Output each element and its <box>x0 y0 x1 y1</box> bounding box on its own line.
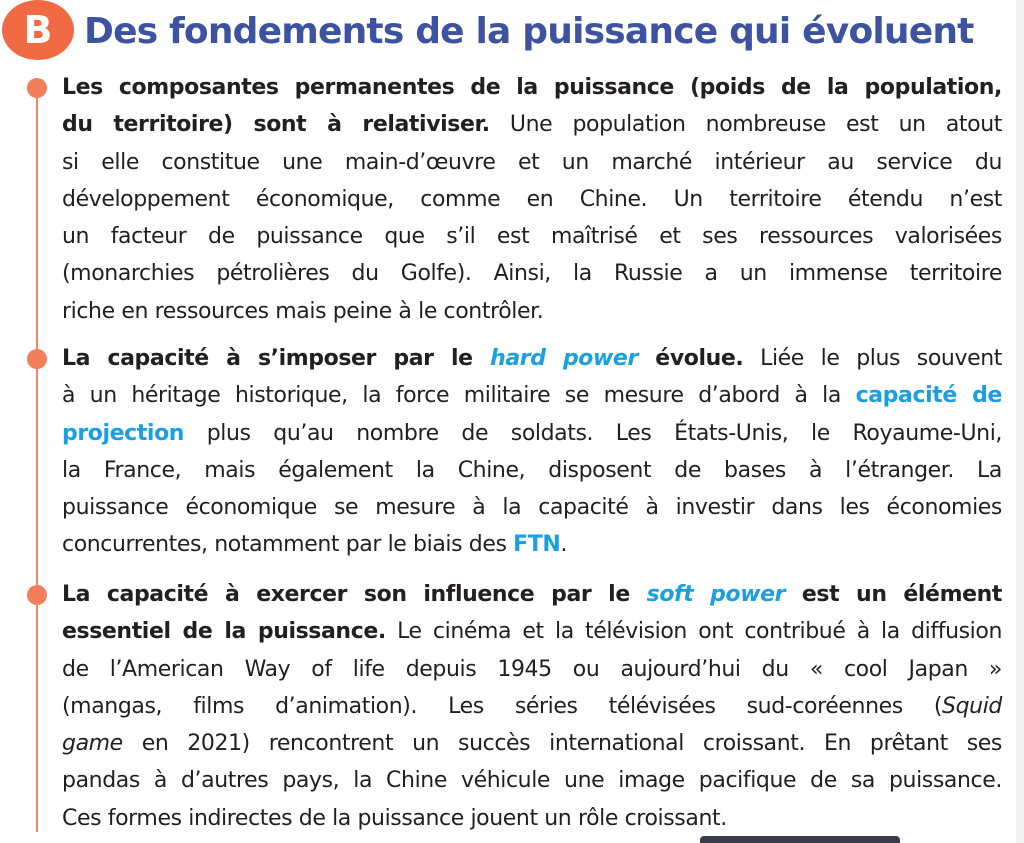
paragraph-line <box>62 181 1002 218</box>
paragraph-line <box>62 800 1002 837</box>
paragraph-line <box>62 293 1002 330</box>
text-run: en 2021) rencontrent un succès international croissant. En prêtant ses <box>122 731 1002 757</box>
paragraph-line <box>62 69 1002 106</box>
text-run: Liée le plus souvent <box>743 346 1002 371</box>
text-run: de l’American Way of life depuis 1945 ou aujourd’hui du « cool Japan » <box>62 656 1002 682</box>
bullet-dot-2 <box>27 349 47 369</box>
keyword-highlight: FTN <box>513 532 561 558</box>
paragraph-line <box>62 489 1002 526</box>
bullet-dot-1 <box>27 78 47 98</box>
text-run: concurrentes, notamment par le biais des <box>62 532 514 558</box>
paragraph-line <box>62 377 1002 414</box>
paragraph-soft-power <box>62 576 1002 837</box>
paragraph-line <box>62 725 1002 762</box>
keyword-highlight: soft power <box>646 582 786 607</box>
paragraph-composantes <box>62 69 1002 330</box>
text-run: Ces formes indirectes de la puissance jouent un rôle croissant. <box>62 805 727 831</box>
paragraph-line <box>62 762 1002 799</box>
text-run: La capacité à s’imposer par le <box>62 346 491 371</box>
paragraph-hard-power <box>62 340 1002 564</box>
paragraph-line <box>62 340 1002 377</box>
text-run: La capacité à exercer son influence par le <box>62 582 647 607</box>
paragraph-line <box>62 218 1002 255</box>
keyword-highlight: hard power <box>490 346 638 371</box>
text-run: Le cinéma et la télévision ont contribué à la diffusion <box>385 619 1002 645</box>
text-run: Les composantes permanentes de la puissance (poids de la population, <box>62 75 1002 100</box>
text-run: riche en ressources mais peine à le contrôler. <box>62 298 544 324</box>
text-run: pandas à d’autres pays, la Chine véhicule une image pacifique de sa puissance. <box>62 768 1002 794</box>
page-edge <box>1016 0 1024 843</box>
text-run: développement économique, comme en Chine. Un territoire étendu n’est <box>62 186 1002 212</box>
keyword-highlight: capacité de <box>855 383 1002 409</box>
paragraph-line <box>62 688 1002 725</box>
text-run: à un héritage historique, la force militaire se mesure d’abord à la <box>62 383 856 409</box>
text-run: game <box>62 731 123 757</box>
section-letter-badge <box>2 0 74 60</box>
bullet-dot-3 <box>27 585 47 605</box>
section-header <box>0 0 1024 64</box>
text-run: évolue. <box>637 346 744 371</box>
paragraph-line <box>62 526 1002 563</box>
paragraph-line <box>62 613 1002 650</box>
text-run: plus qu’au nombre de soldats. Les États-Unis, le Royaume-Uni, <box>184 420 1002 446</box>
paragraph-line <box>62 255 1002 292</box>
section-title: Des fondements de la puissance qui évoluent <box>84 11 974 52</box>
text-run: un facteur de puissance que s’il est maîtrisé et ses ressources valorisées <box>62 224 1002 250</box>
text-run: essentiel de la puissance. <box>62 619 386 645</box>
text-run: (mangas, films d’animation). Les séries télévisées sud-coréennes ( <box>62 693 943 719</box>
text-run: si elle constitue une main-d’œuvre et un marché intérieur au service du <box>62 149 1002 175</box>
paragraph-line <box>62 452 1002 489</box>
paragraph-line <box>62 576 1002 613</box>
next-page-edge <box>700 836 900 843</box>
text-run: puissance économique se mesure à la capacité à investir dans les économies <box>62 495 1002 521</box>
paragraph-line <box>62 144 1002 181</box>
text-run: . <box>560 532 567 558</box>
paragraph-line <box>62 651 1002 688</box>
timeline-line <box>36 80 38 832</box>
text-run: Une population nombreuse est un atout <box>489 112 1002 138</box>
text-run: Squid <box>942 693 1002 719</box>
text-run: est un élément <box>785 582 1002 607</box>
paragraph-line <box>62 106 1002 143</box>
text-run: la France, mais également la Chine, disposent de bases à l’étranger. La <box>62 457 1002 483</box>
paragraph-line <box>62 415 1002 452</box>
section-letter: B <box>23 8 53 52</box>
text-run: (monarchies pétrolières du Golfe). Ainsi, la Russie a un immense territoire <box>62 261 1002 287</box>
keyword-highlight: projection <box>62 420 185 446</box>
text-run: du territoire) sont à relativiser. <box>62 112 490 138</box>
